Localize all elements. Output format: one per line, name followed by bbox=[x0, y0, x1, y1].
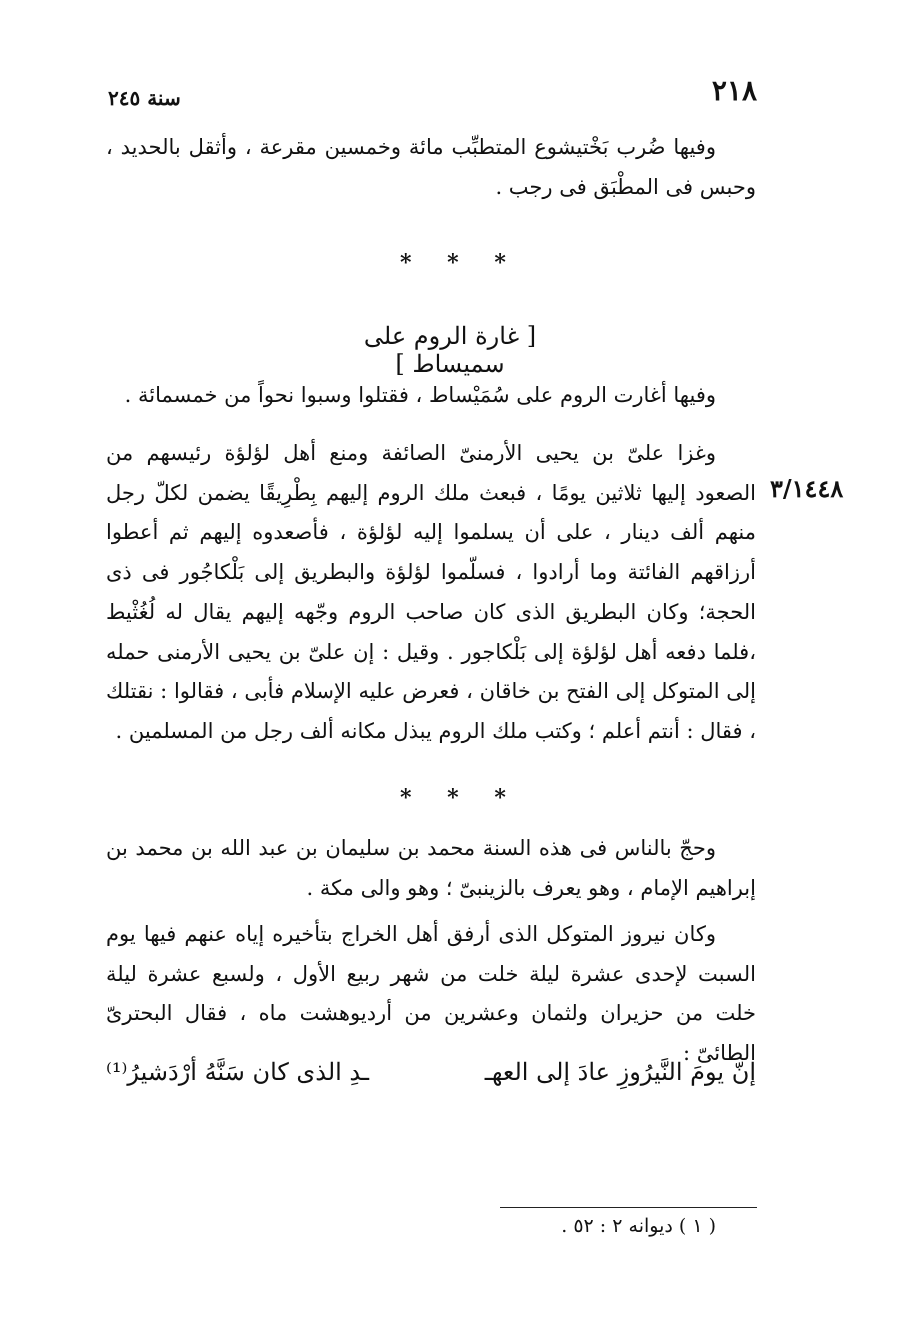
verse-second-hemistich: ـدِ الذى كان سَنَّهُ أرْدَشيرُ⁽¹⁾ bbox=[106, 1058, 370, 1086]
nawruz-paragraph bbox=[106, 915, 756, 1074]
verse-first-hemistich: إنّ يومَ النَّيرُوزِ عادَ إلى العهـ bbox=[484, 1058, 756, 1086]
page-number: ٢١٨ bbox=[711, 74, 757, 107]
running-head: سنة ٢٤٥ bbox=[108, 86, 181, 110]
nawruz-text: وكان نيروز المتوكل الذى أرفق أهل الخراج بتأخيره إياه عنهم فيها يوم السبت لإحدى عشرة ليلة خلت من شهر ربيع الأول ، ولسبع عشرة ليلة خلت من حزيران ولثمان وعشرين من أرديوهشت ماه ، فقال البحترىّ الطائىّ : bbox=[106, 922, 756, 1066]
footnote-divider bbox=[500, 1207, 757, 1208]
section-body bbox=[106, 434, 756, 752]
separator-stars-2: * * * bbox=[400, 785, 520, 811]
section-intro bbox=[106, 376, 756, 416]
opening-text: وفيها ضُرب بَخْتيشوع المتطبِّب مائة وخمسين مقرعة ، وأثقل بالحديد ، وحبس فى المطْبَق فى رجب . bbox=[106, 135, 756, 199]
margin-reference: ٣/١٤٤٨ bbox=[770, 474, 844, 503]
separator-stars: * * * bbox=[400, 250, 520, 276]
poem-verse bbox=[106, 1058, 756, 1086]
section-body-text: وغزا علىّ بن يحيى الأرمنىّ الصائفة ومنع أهل لؤلؤة رئيسهم من الصعود إليها ثلاثين يومًا ، فبعث ملك الروم إليهم بِطْرِيقًا يضمن لكلّ رجل منهم ألف دينار ، على أن يسلموا إليه لؤلؤة ، فأصعدوه إليهم ثم أعطوا أرزاقهم الفائتة وما أرادوا ، فسلّموا لؤلؤة والبطريق إلى بَلْكاجُور فى ذى الحجة؛ وكان البطريق الذى كان صاحب الروم وجّهه إليهم يقال له لُغُثْيط ،فلما دفعه أهل لؤلؤة إلى بَلْكاجور . وقيل : إن علىّ بن يحيى الأرمنى حمله إلى المتوكل إلى الفتح بن خاقان ، فعرض عليه الإسلام فأبى ، فقالوا : نقتلك ، فقال : أنتم أعلم ؛ وكتب ملك الروم يبذل مكانه ألف رجل من المسلمين . bbox=[106, 441, 756, 743]
section-title: [ غارة الروم على سميساط ] bbox=[363, 322, 537, 378]
hajj-paragraph bbox=[106, 829, 756, 908]
footnote: ( ١ ) ديوانه ٢ : ٥٢ . bbox=[561, 1215, 716, 1237]
opening-paragraph bbox=[106, 128, 756, 207]
hajj-text: وحجّ بالناس فى هذه السنة محمد بن سليمان بن عبد الله بن محمد بن إبراهيم الإمام ، وهو يعرف بالزينبىّ ؛ وهو والى مكة . bbox=[106, 836, 756, 900]
section-intro-text: وفيها أغارت الروم على سُمَيْساط ، فقتلوا وسبوا نحواً من خمسمائة . bbox=[124, 383, 716, 407]
